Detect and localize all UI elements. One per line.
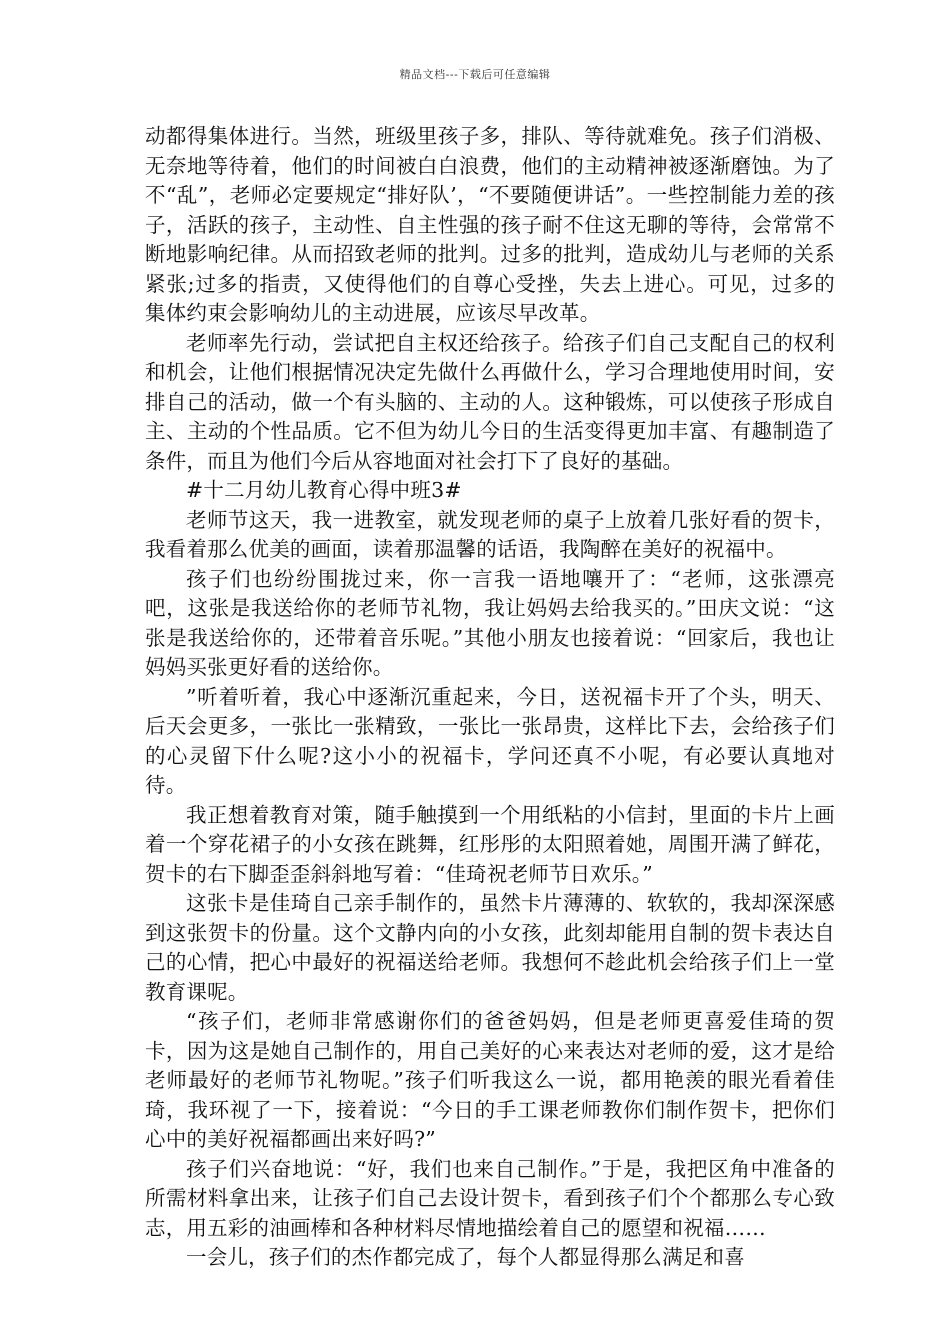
paragraph: 孩子们也纷纷围拢过来，你一言我一语地嚷开了：“老师，这张漂亮吧，这张是我送给你的老师节礼物，我让妈妈去给我买的。”田庆文说：“这张是我送给你的，还带着音乐呢。”其他小朋友也接着说：“回家后，我也让妈妈买张更好看的送给你。 bbox=[145, 566, 835, 679]
paragraph: 这张卡是佳琦自己亲手制作的，虽然卡片薄薄的、软软的，我却深深感到这张贺卡的份量。这个文静内向的小女孩，此刻却能用自制的贺卡表达自己的心情，把心中最好的祝福送给老师。我想何不趁此机会给孩子们上一堂教育课呢。 bbox=[145, 891, 835, 1004]
paragraph: “孩子们，老师非常感谢你们的爸爸妈妈，但是老师更喜爱佳琦的贺卡，因为这是她自己制作的，用自己美好的心来表达对老师的爱，这才是给老师最好的老师节礼物呢。”孩子们听我这么一说，都用艳羡的眼光看着佳琦，我环视了一下，接着说：“今日的手工课老师教你们制作贺卡，把你们心中的美好祝福都画出来好吗?” bbox=[145, 1009, 835, 1151]
paragraph: 孩子们兴奋地说：“好，我们也来自己制作。”于是，我把区角中准备的所需材料拿出来，让孩子们自己去设计贺卡，看到孩子们个个都那么专心致志，用五彩的油画棒和各种材料尽情地描绘着自己的愿望和祝福…… bbox=[145, 1156, 835, 1240]
page-header: 精品文档---下载后可任意编辑 bbox=[399, 68, 551, 81]
section-heading: #十二月幼儿教育心得中班3# bbox=[186, 478, 462, 502]
paragraph: 动都得集体进行。当然，班级里孩子多，排队、等待就难免。孩子们消极、无奈地等待着，他们的时间被白白浪费，他们的主动精神被逐渐磨蚀。为了不“乱”，老师必定要规定“排好队’，“不要随便讲话”。一些控制能力差的孩子，活跃的孩子，主动性、自主性强的孩子耐不住这无聊的等待，会常常不断地影响纪律。从而招致老师的批判。过多的批判，造成幼儿与老师的关系紧张;过多的指责，又使得他们的自尊心受挫，失去上进心。可见，过多的集体约束会影响幼儿的主动进展，应该尽早改革。 bbox=[145, 124, 835, 325]
paragraph: 老师率先行动，尝试把自主权还给孩子。给孩子们自己支配自己的权利和机会，让他们根据情况决定先做什么再做什么，学习合理地使用时间，安排自己的活动，做一个有头脑的、主动的人。这种锻炼，可以使孩子形成自主、主动的个性品质。它不但为幼儿今日的生活变得更加丰富、有趣制造了条件，而且为他们今后从容地面对社会打下了良好的基础。 bbox=[145, 330, 835, 473]
paragraph: 我正想着教育对策，随手触摸到一个用纸粘的小信封，里面的卡片上画着一个穿花裙子的小女孩在跳舞，红彤彤的太阳照着她，周围开满了鲜花，贺卡的右下脚歪歪斜斜地写着：“佳琦祝老师节日欢乐。” bbox=[145, 802, 835, 886]
paragraph: 老师节这天，我一进教室，就发现老师的桌子上放着几张好看的贺卡，我看着那么优美的画面，读着那温馨的话语，我陶醉在美好的祝福中。 bbox=[145, 507, 835, 561]
paragraph: 一会儿，孩子们的杰作都完成了，每个人都显得那么满足和喜 bbox=[186, 1245, 745, 1269]
document-body bbox=[145, 122, 835, 1273]
paragraph: ”听着听着，我心中逐渐沉重起来，今日，送祝福卡开了个头，明天、后天会更多，一张比一张精致，一张比一张昂贵，这样比下去，会给孩子们的心灵留下什么呢?这小小的祝福卡，学问还真不小呢，有必要认真地对待。 bbox=[145, 684, 835, 797]
